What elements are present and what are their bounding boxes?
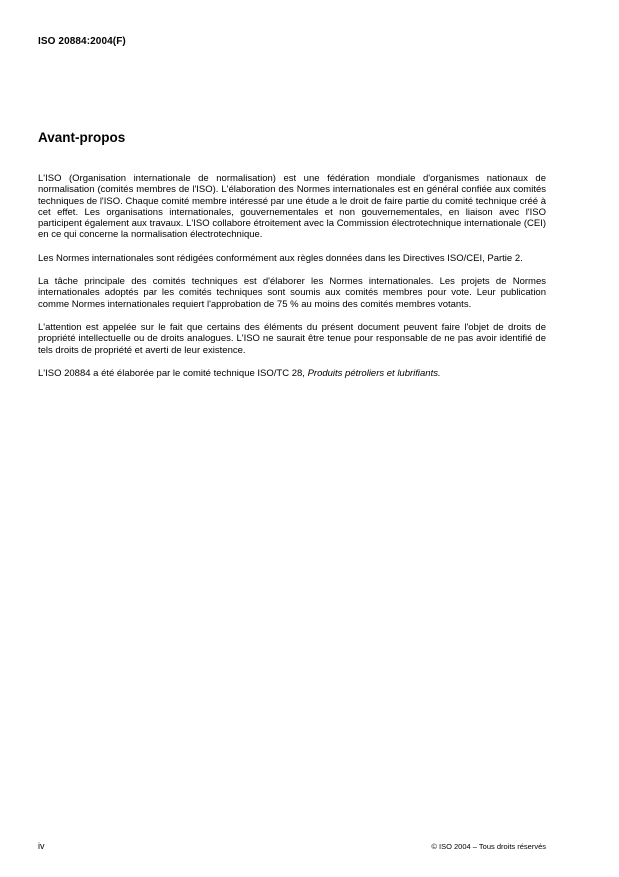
document-reference: ISO 20884:2004(F) (38, 36, 126, 47)
foreword-paragraph-5 (38, 368, 546, 379)
committee-name-italic: Produits pétroliers et lubrifiants. (307, 367, 441, 379)
page-number: iv (38, 841, 45, 851)
foreword-paragraph-4: L'attention est appelée sur le fait que certains des éléments du présent document peuvent faire l'objet de droits de propriété intellectuelle ou de droits analogues. L'ISO ne saurait être tenue pour responsable de ne pas avoir identifié de tels droits de propriété et averti de leur existence. (38, 321, 546, 356)
document-body (38, 130, 546, 391)
running-header (38, 36, 126, 47)
paragraph-text: L'ISO 20884 a été élaborée par le comité technique ISO/TC 28, (38, 367, 308, 379)
foreword-paragraph-3: La tâche principale des comités techniques est d'élaborer les Normes internationales. Les projets de Normes internationales adoptés par les comités techniques sont soumis aux comités membres pour vote. Leur publication comme Normes internationales requiert l'approbation de 75 % au moins des comités membres votants. (38, 276, 546, 310)
section-title: Avant-propos (38, 130, 126, 145)
copyright-notice: © ISO 2004 – Tous droits réservés (431, 842, 546, 851)
foreword-paragraph-2: Les Normes internationales sont rédigées conformément aux règles données dans les Directives ISO/CEI, Partie 2. (38, 252, 523, 264)
page-footer (38, 841, 546, 851)
foreword-paragraph-1: L'ISO (Organisation internationale de normalisation) est une fédération mondiale d'organismes nationaux de normalisation (comités membres de l'ISO). L'élaboration des Normes internationales est en général confiée aux comités techniques de l'ISO. Chaque comité membre intéressé par une étude a le droit de faire partie du comité technique créé à cet effet. Les organisations internationales, gouvernementales et non gouvernementales, en liaison avec l'ISO participent également aux travaux. L'ISO collabore étroitement avec la Commission électrotechnique internationale (CEI) en ce qui concerne la normalisation électrotechnique. (38, 173, 546, 241)
